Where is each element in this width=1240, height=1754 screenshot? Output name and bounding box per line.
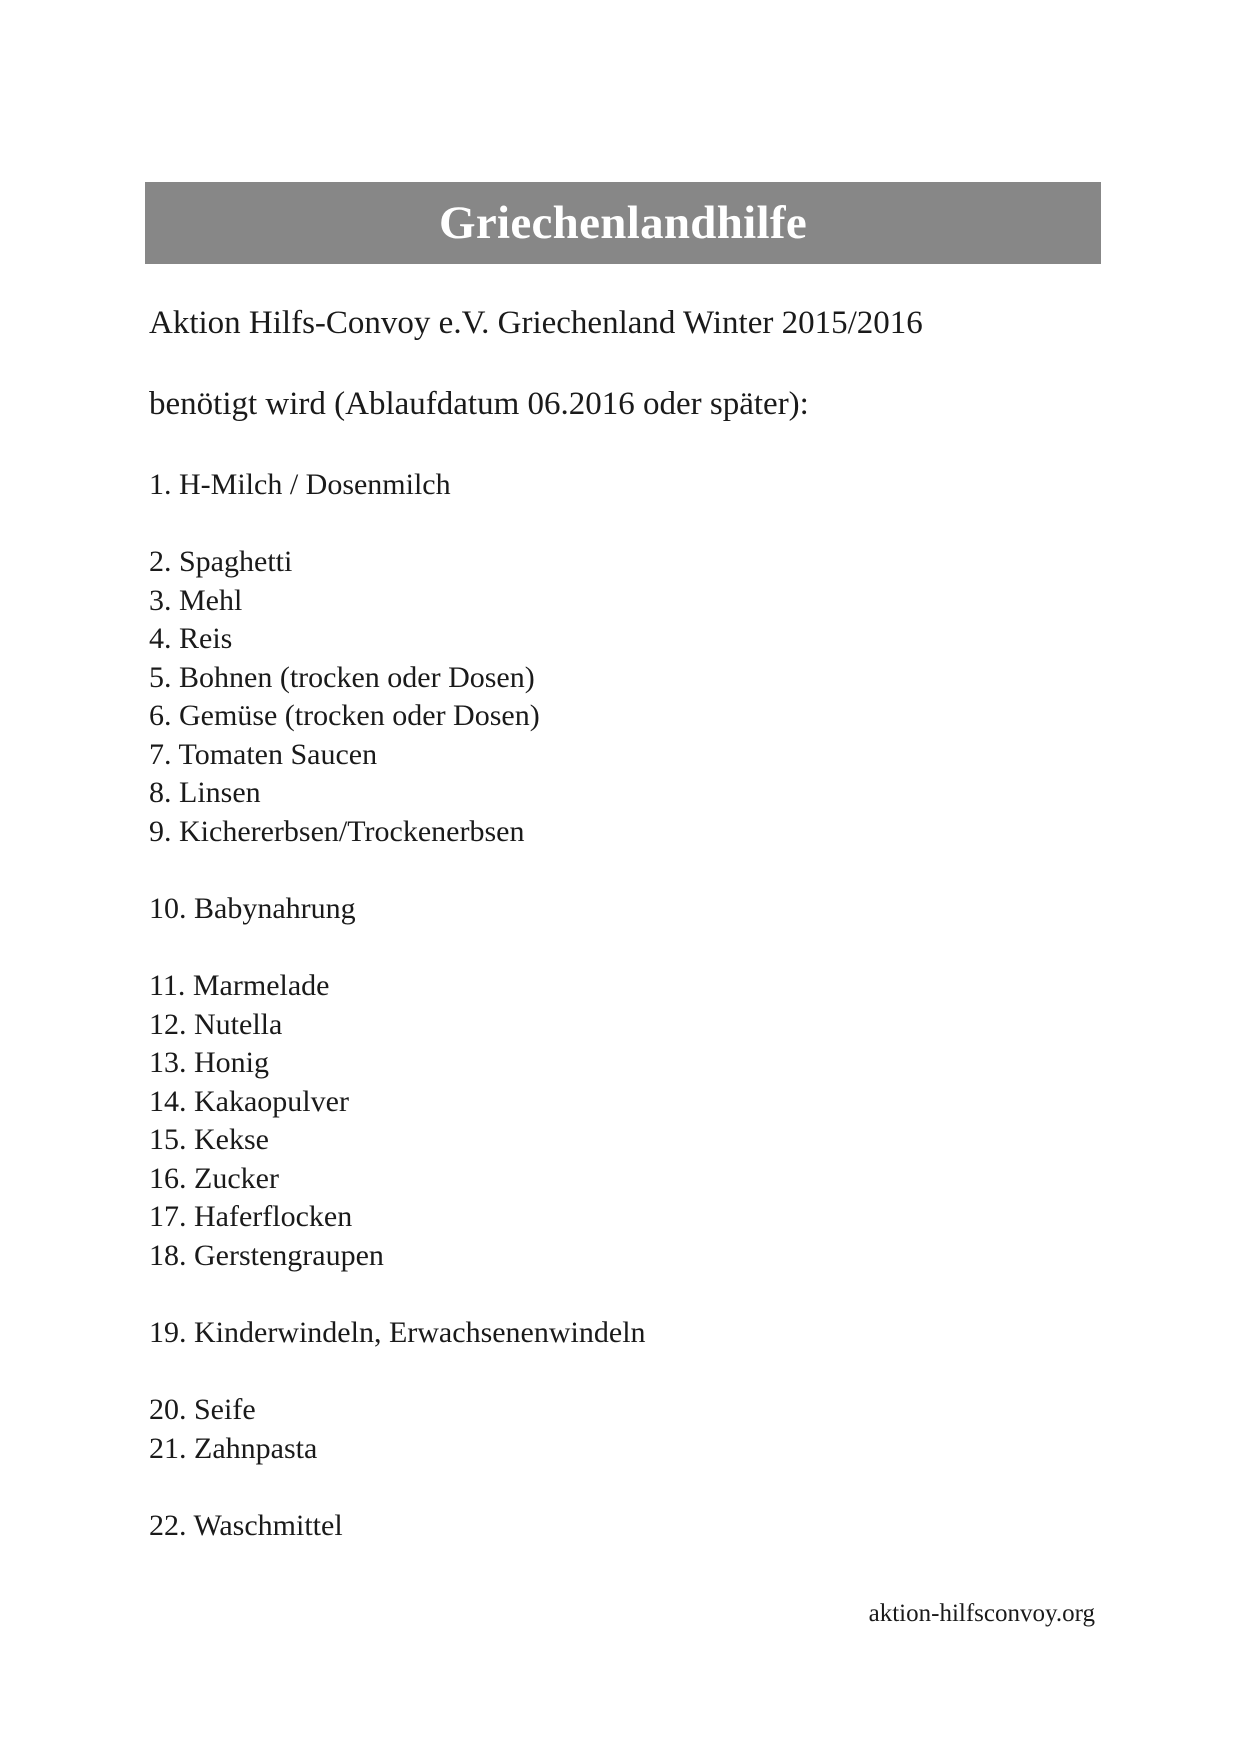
list-item: 9. Kichererbsen/Trockenerbsen — [149, 815, 525, 848]
website-url: aktion-hilfsconvoy.org — [868, 1600, 1095, 1627]
list-item: 11. Marmelade — [149, 969, 330, 1002]
list-item: 22. Waschmittel — [149, 1509, 343, 1542]
list-item: 13. Honig — [149, 1046, 269, 1079]
list-item: 3. Mehl — [149, 584, 243, 617]
list-item: 5. Bohnen (trocken oder Dosen) — [149, 661, 535, 694]
list-item: 19. Kinderwindeln, Erwachsenenwindeln — [149, 1316, 646, 1349]
list-item: 8. Linsen — [149, 776, 261, 809]
list-item: 15. Kekse — [149, 1123, 269, 1156]
title-banner — [145, 182, 1101, 264]
list-item: 7. Tomaten Saucen — [149, 738, 378, 771]
list-item: 20. Seife — [149, 1393, 256, 1426]
list-item: 14. Kakaopulver — [149, 1085, 349, 1118]
organization-line: Aktion Hilfs-Convoy e.V. Griechenland Winter 2015/2016 — [149, 305, 923, 341]
page-title: Griechenlandhilfe — [438, 197, 808, 249]
list-item: 21. Zahnpasta — [149, 1432, 318, 1465]
list-item: 12. Nutella — [149, 1008, 283, 1041]
list-item: 18. Gerstengraupen — [149, 1239, 384, 1272]
list-item: 6. Gemüse (trocken oder Dosen) — [149, 699, 540, 732]
list-item: 16. Zucker — [149, 1162, 279, 1195]
list-item: 2. Spaghetti — [149, 545, 293, 578]
list-item: 17. Haferflocken — [149, 1200, 353, 1233]
list-item: 4. Reis — [149, 622, 233, 655]
list-item: 1. H-Milch / Dosenmilch — [149, 468, 451, 501]
list-item: 10. Babynahrung — [149, 892, 356, 925]
needed-line: benötigt wird (Ablaufdatum 06.2016 oder später): — [149, 386, 809, 422]
